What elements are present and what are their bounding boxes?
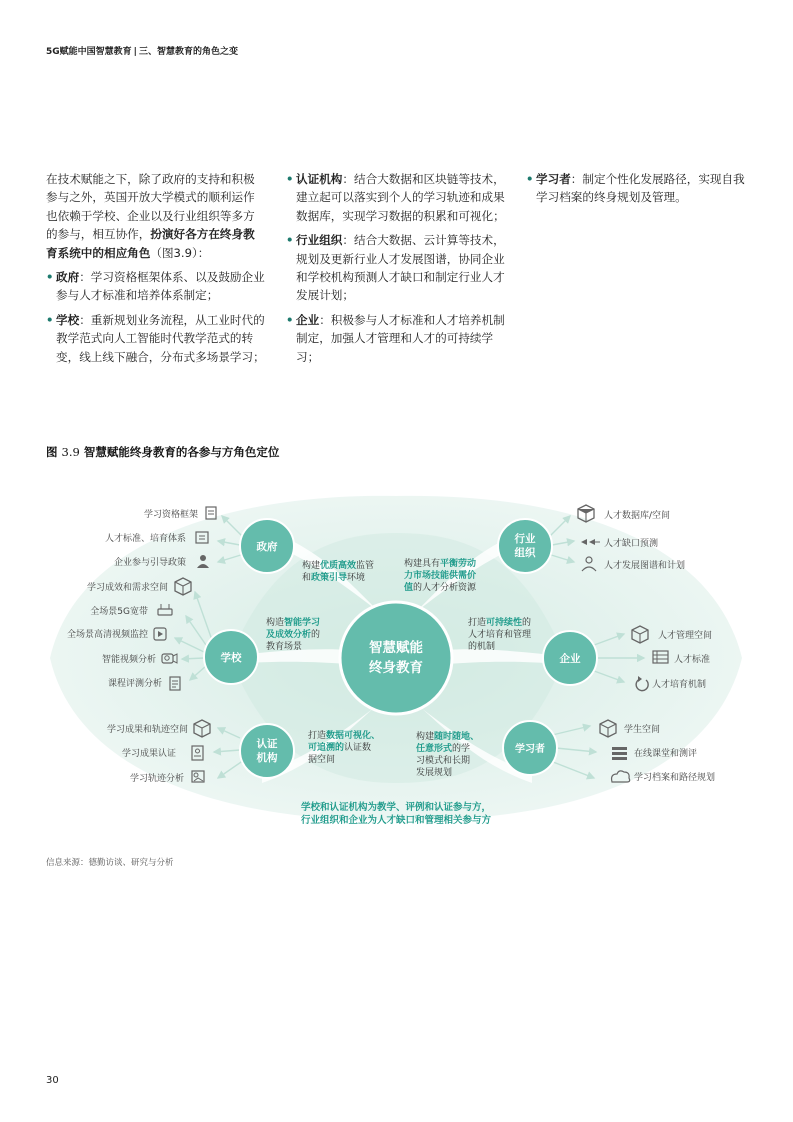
header-separator: |	[133, 47, 137, 57]
bullet-text: ：重新规划业务流程，从工业时代的教学范式向人工智能时代教学范式的转变，线上线下融合，分布式多场景学习；	[56, 312, 265, 364]
bullet-enterprise	[286, 311, 508, 366]
source-note: 信息来源：德勤访谈、研究与分析	[46, 858, 174, 868]
enterprise-desc-line-3: 的机制	[468, 642, 496, 652]
learner-item-1: 学生空间	[624, 725, 661, 735]
arrow-school-4	[182, 658, 204, 659]
gov-item-1: 学习资格框架	[143, 510, 198, 520]
node-cert-label-1: 认证	[256, 738, 278, 750]
figure-title	[46, 444, 279, 460]
bullet-text: ：学习资格框架体系、以及鼓励企业参与人才标准和培养体系制定；	[56, 270, 265, 303]
learner-item-3: 学习档案和路径规划	[634, 773, 716, 783]
industry-desc-line-3: 值的人才分析资源	[404, 583, 477, 593]
bullet-term: 学习者	[536, 172, 571, 186]
bullet-term: 学校	[56, 312, 80, 327]
page-number: 30	[46, 1075, 59, 1086]
node-cert	[240, 724, 294, 778]
school-desc-line-2: 及成效分析的	[266, 630, 321, 640]
gov-desc-line-2: 和政策引导环境	[302, 573, 366, 583]
industry-item-3: 人才发展图谱和计划	[604, 561, 686, 571]
node-industry-label-1: 行业	[514, 533, 536, 545]
enterprise-item-2: 人才标准	[674, 655, 711, 665]
gov-item-3: 企业参与引导政策	[113, 558, 186, 568]
industry-desc-line-1: 构建具有平衡劳动	[404, 559, 477, 569]
school-item-3: 全场景高清视频监控	[66, 630, 148, 640]
bullet-text: ：制定个性化发展路径，实现自我学习档案的终身规划及管理。	[536, 172, 745, 205]
learner-desc-line-3: 习模式和长期	[416, 756, 471, 766]
cert-desc-line-1: 打造数据可视化、	[308, 731, 381, 741]
figure-bottom-note-1: 学校和认证机构为教学、评例和认证参与方，	[300, 802, 492, 813]
school-desc-line-1: 构造智能学习	[266, 618, 321, 628]
gov-item-2: 人才标准、培育体系	[104, 534, 186, 544]
learner-desc-line-4: 发展规划	[416, 768, 453, 778]
text-column-2	[286, 170, 508, 372]
cert-item-2: 学习成果认证	[121, 749, 176, 759]
school-item-2: 全场景5G宽带	[90, 607, 148, 617]
node-gov	[240, 519, 294, 573]
stack-icon	[612, 747, 627, 760]
cert-desc-line-2: 可追溯的认证数	[308, 743, 372, 753]
learner-desc-line-2: 任意形式的学	[416, 744, 471, 754]
bullet-industry	[286, 231, 508, 305]
node-learner-label: 学习者	[515, 744, 545, 755]
bullet-list-1	[46, 268, 266, 366]
node-industry	[498, 519, 552, 573]
industry-desc-line-2: 力市场技能供需价	[404, 571, 477, 581]
bullet-text: ：结合大数据和区块链等技术，建立起可以落实到个人的学习轨迹和成果数据库，实现学习数据的积累和可视化；	[296, 172, 505, 223]
school-desc-line-3: 教育场景	[266, 642, 303, 652]
node-school-label: 学校	[220, 652, 242, 664]
bullet-list-2	[286, 170, 508, 366]
node-gov-label: 政府	[256, 541, 278, 553]
bullet-term: 企业	[296, 312, 320, 327]
enterprise-desc-line-1: 打造可持续性的	[468, 618, 532, 628]
role-diagram	[0, 488, 793, 833]
bullet-term: 行业组织	[296, 233, 343, 248]
node-school	[204, 630, 258, 684]
intro-bold: 扮演好各方在终身教育系统中的相应角色	[46, 227, 255, 260]
bullet-term: 认证机构	[296, 172, 343, 186]
bullet-text: ：积极参与人才标准和人才培养机制制定，加强人才管理和人才的可持续学习；	[296, 312, 505, 364]
cert-desc-line-3: 据空间	[308, 755, 336, 765]
intro-figure-ref: （图3.9）：	[150, 245, 210, 260]
header-section: 三、智慧教育的角色之变	[138, 47, 238, 57]
learner-desc-line-1: 构建随时随地、	[416, 732, 480, 742]
industry-item-1: 人才数据库/空间	[604, 511, 671, 521]
text-column-3	[526, 170, 748, 213]
node-cert-label-2: 机构	[256, 752, 278, 764]
node-enterprise	[543, 631, 597, 685]
bullet-term: 政府	[56, 270, 80, 285]
enterprise-desc-line-2: 人才培育和管理	[468, 630, 532, 640]
bullet-text: ：结合大数据、云计算等技术，规划及更新行业人才发展图谱，协同企业和学校机构预测人才缺口和制定行业人才发展计划；	[296, 233, 505, 303]
center-line-1: 智慧赋能	[369, 640, 423, 656]
bullet-school	[46, 311, 266, 366]
figure-title-text: 智慧赋能终身教育的各参与方角色定位	[83, 445, 280, 459]
bullet-cert	[286, 170, 508, 225]
school-item-4: 智能视频分析	[101, 655, 156, 665]
figure-title-prefix: 图	[46, 445, 58, 459]
school-item-5: 课程评测分析	[107, 679, 162, 689]
industry-item-2: 人才缺口预测	[604, 539, 659, 549]
center-node	[340, 602, 452, 714]
cert-item-3: 学习轨迹分析	[129, 774, 184, 784]
gov-desc-line-1: 构建优质高效监管	[302, 561, 375, 571]
intro-paragraph	[46, 170, 266, 262]
school-item-1: 学习成效和需求空间	[86, 583, 168, 593]
bullet-list-3	[526, 170, 748, 207]
center-line-2: 终身教育	[369, 660, 423, 676]
cert-item-1: 学习成果和轨迹空间	[106, 725, 188, 735]
text-column-1	[46, 170, 266, 372]
intro-text: 在技术赋能之下，除了政府的支持和积极参与之外，英国开放大学模式的顺利运作也依赖于学校、企业以及行业组织等多方的参与，相互协作，	[46, 172, 255, 242]
running-header	[46, 44, 238, 57]
header-doc-title: 5G赋能中国智慧教育	[46, 47, 132, 57]
enterprise-item-3: 人才培育机制	[652, 680, 707, 690]
learner-item-2: 在线课堂和测评	[634, 749, 698, 759]
figure-bottom-note-2: 行业组织和企业为人才缺口和管理相关参与方	[300, 815, 492, 826]
node-industry-label-2: 组织	[514, 547, 536, 559]
bullet-learner	[526, 170, 748, 207]
node-enterprise-label: 企业	[559, 653, 581, 665]
cube-icon	[578, 505, 594, 522]
bullet-gov	[46, 268, 266, 305]
figure-number: 3.9	[61, 445, 80, 459]
enterprise-item-1: 人才管理空间	[658, 631, 713, 641]
node-learner	[503, 721, 557, 775]
